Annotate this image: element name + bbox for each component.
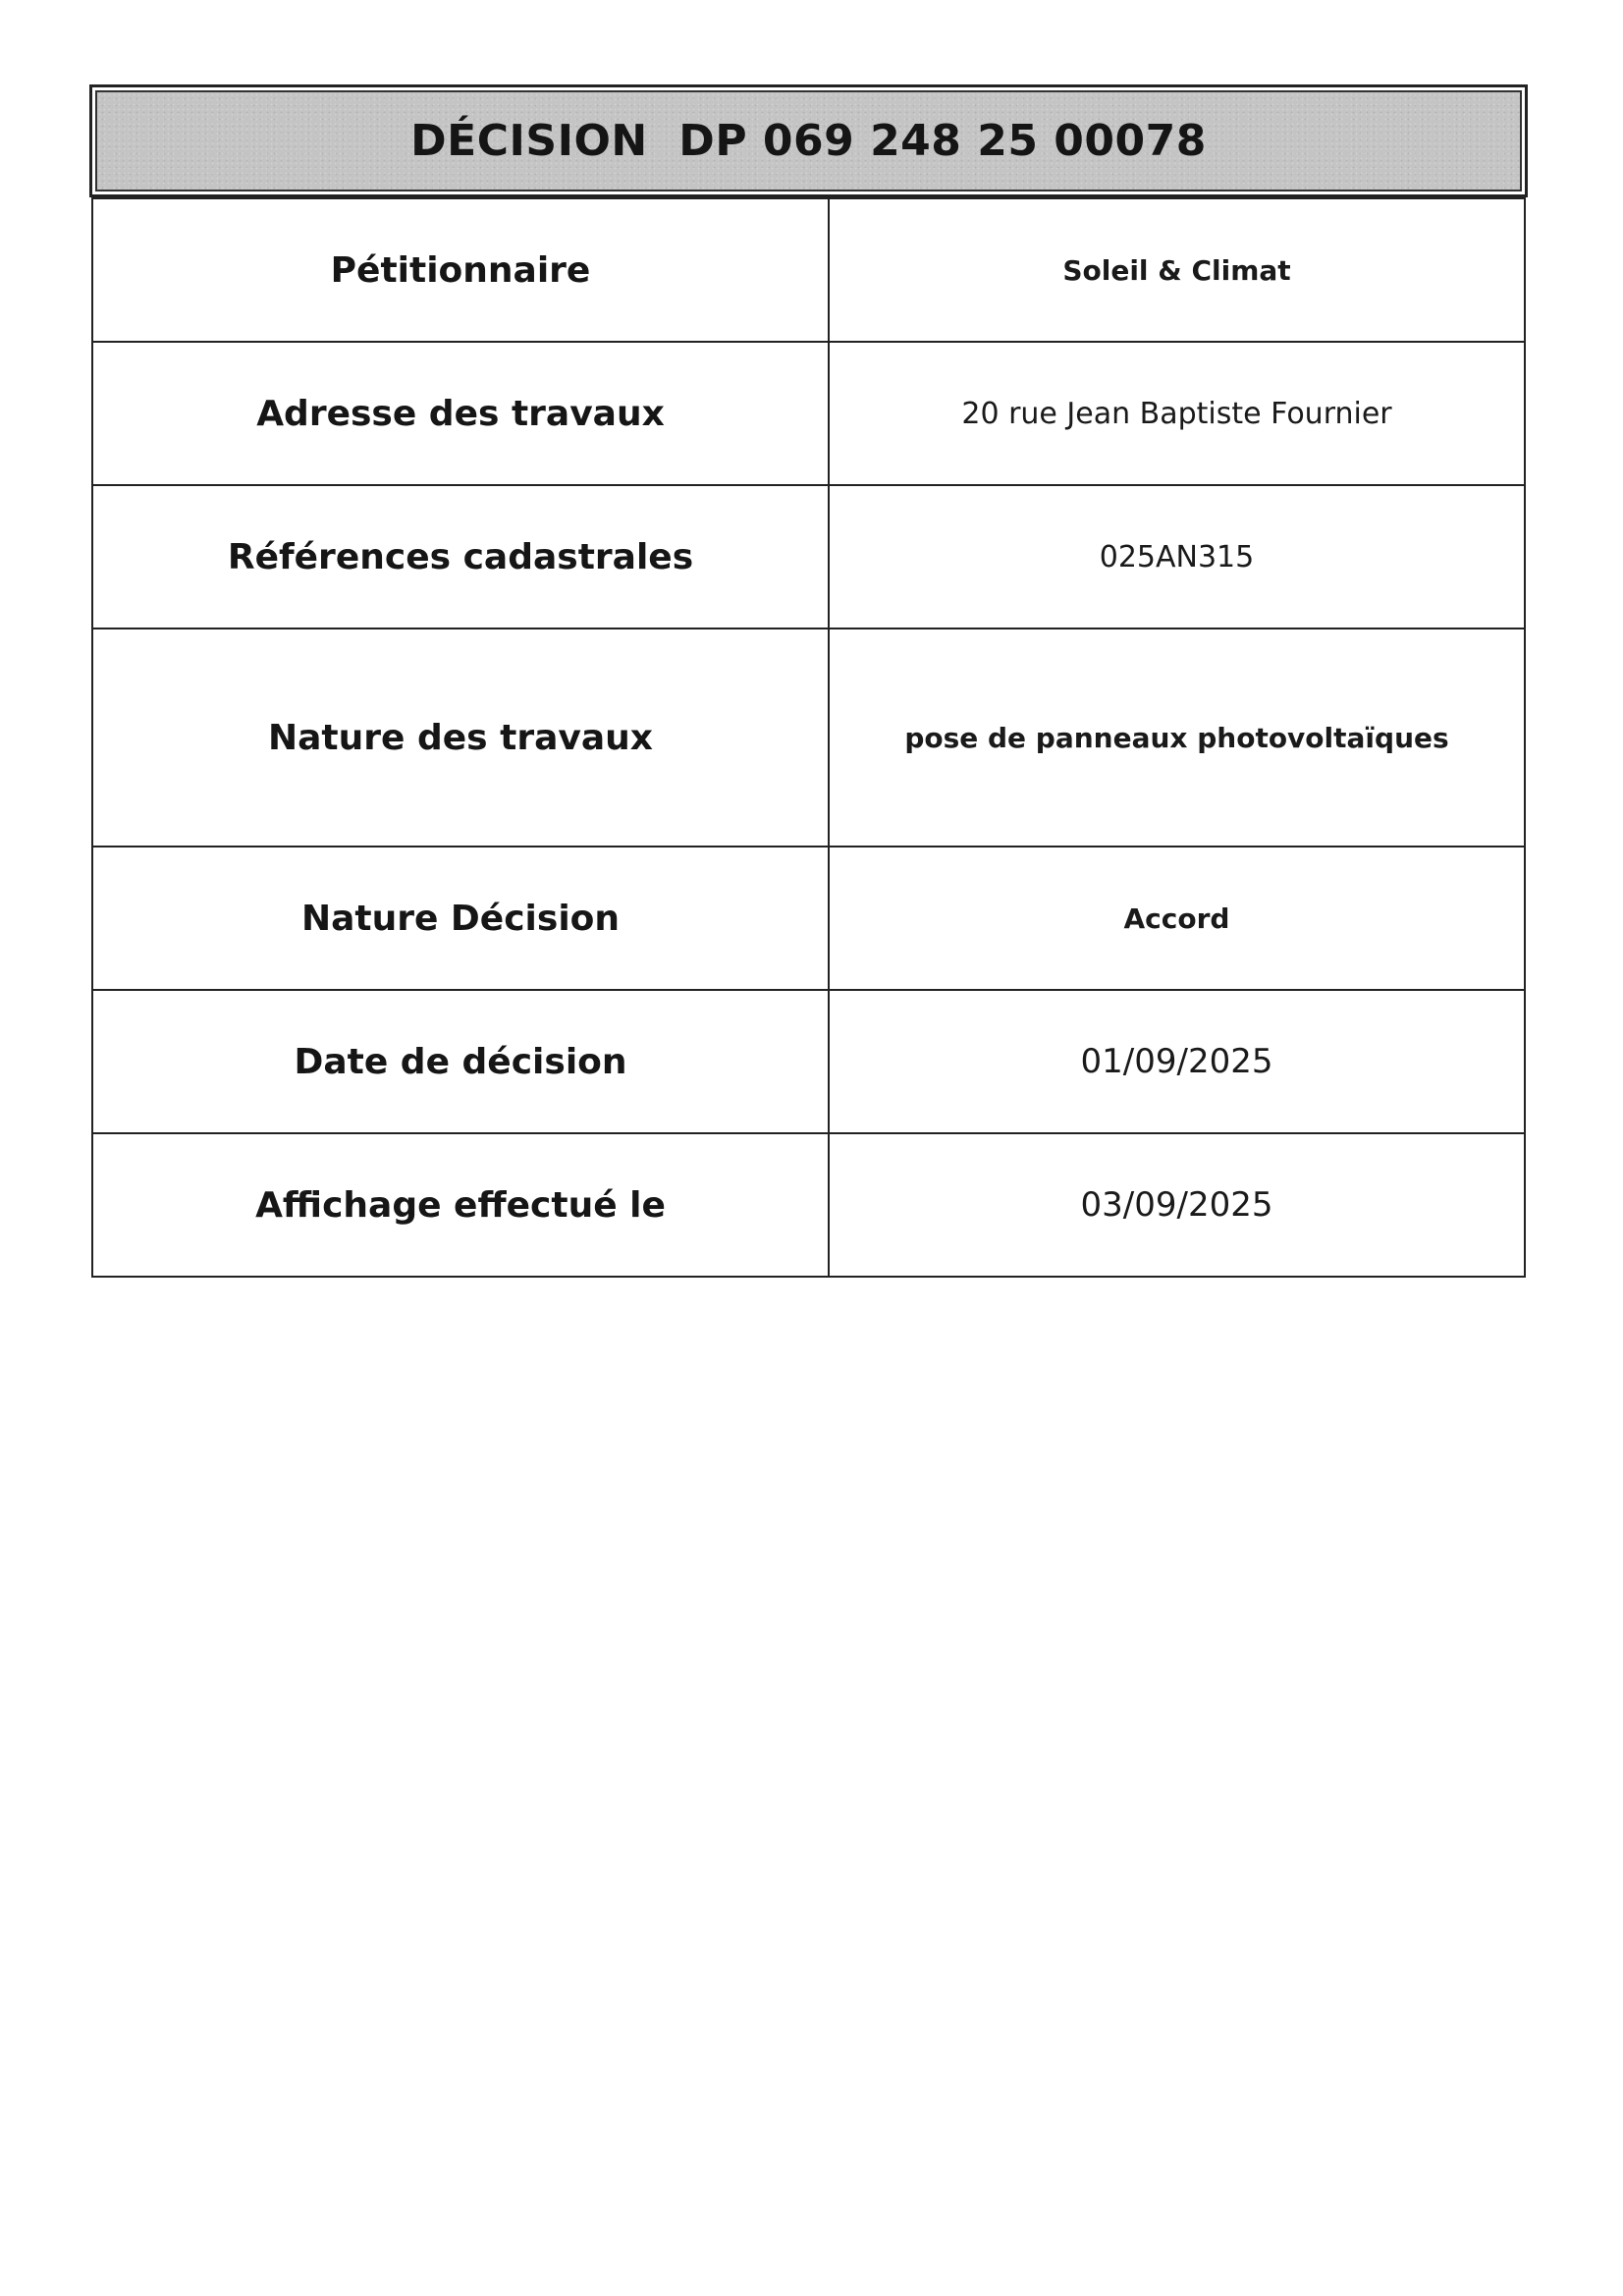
title-banner xyxy=(95,90,1522,191)
decision-notice xyxy=(89,84,1528,1273)
row-label: Adresse des travaux xyxy=(92,342,829,485)
row-value: 03/09/2025 xyxy=(829,1133,1525,1277)
row-value: Soleil & Climat xyxy=(829,198,1525,342)
title-frame xyxy=(89,84,1528,197)
row-label: Pétitionnaire xyxy=(92,198,829,342)
table-row-petitionnaire xyxy=(92,198,1525,342)
row-value: Accord xyxy=(829,847,1525,990)
table-row-date-decision xyxy=(92,990,1525,1133)
table-row-adresse xyxy=(92,342,1525,485)
table-row-references xyxy=(92,485,1525,629)
row-value: 20 rue Jean Baptiste Fournier xyxy=(829,342,1525,485)
table-row-affichage xyxy=(92,1133,1525,1277)
decision-title: DÉCISION DP 069 248 25 00078 xyxy=(410,116,1207,166)
row-label: Date de décision xyxy=(92,990,829,1133)
row-label: Références cadastrales xyxy=(92,485,829,629)
row-label: Nature des travaux xyxy=(92,629,829,847)
decision-details-table xyxy=(91,197,1526,1278)
row-label: Affichage effectué le xyxy=(92,1133,829,1277)
row-label: Nature Décision xyxy=(92,847,829,990)
table-row-nature-decision xyxy=(92,847,1525,990)
row-value: 01/09/2025 xyxy=(829,990,1525,1133)
row-value: 025AN315 xyxy=(829,485,1525,629)
row-value: pose de panneaux photovoltaïques xyxy=(829,629,1525,847)
table-row-nature-travaux xyxy=(92,629,1525,847)
